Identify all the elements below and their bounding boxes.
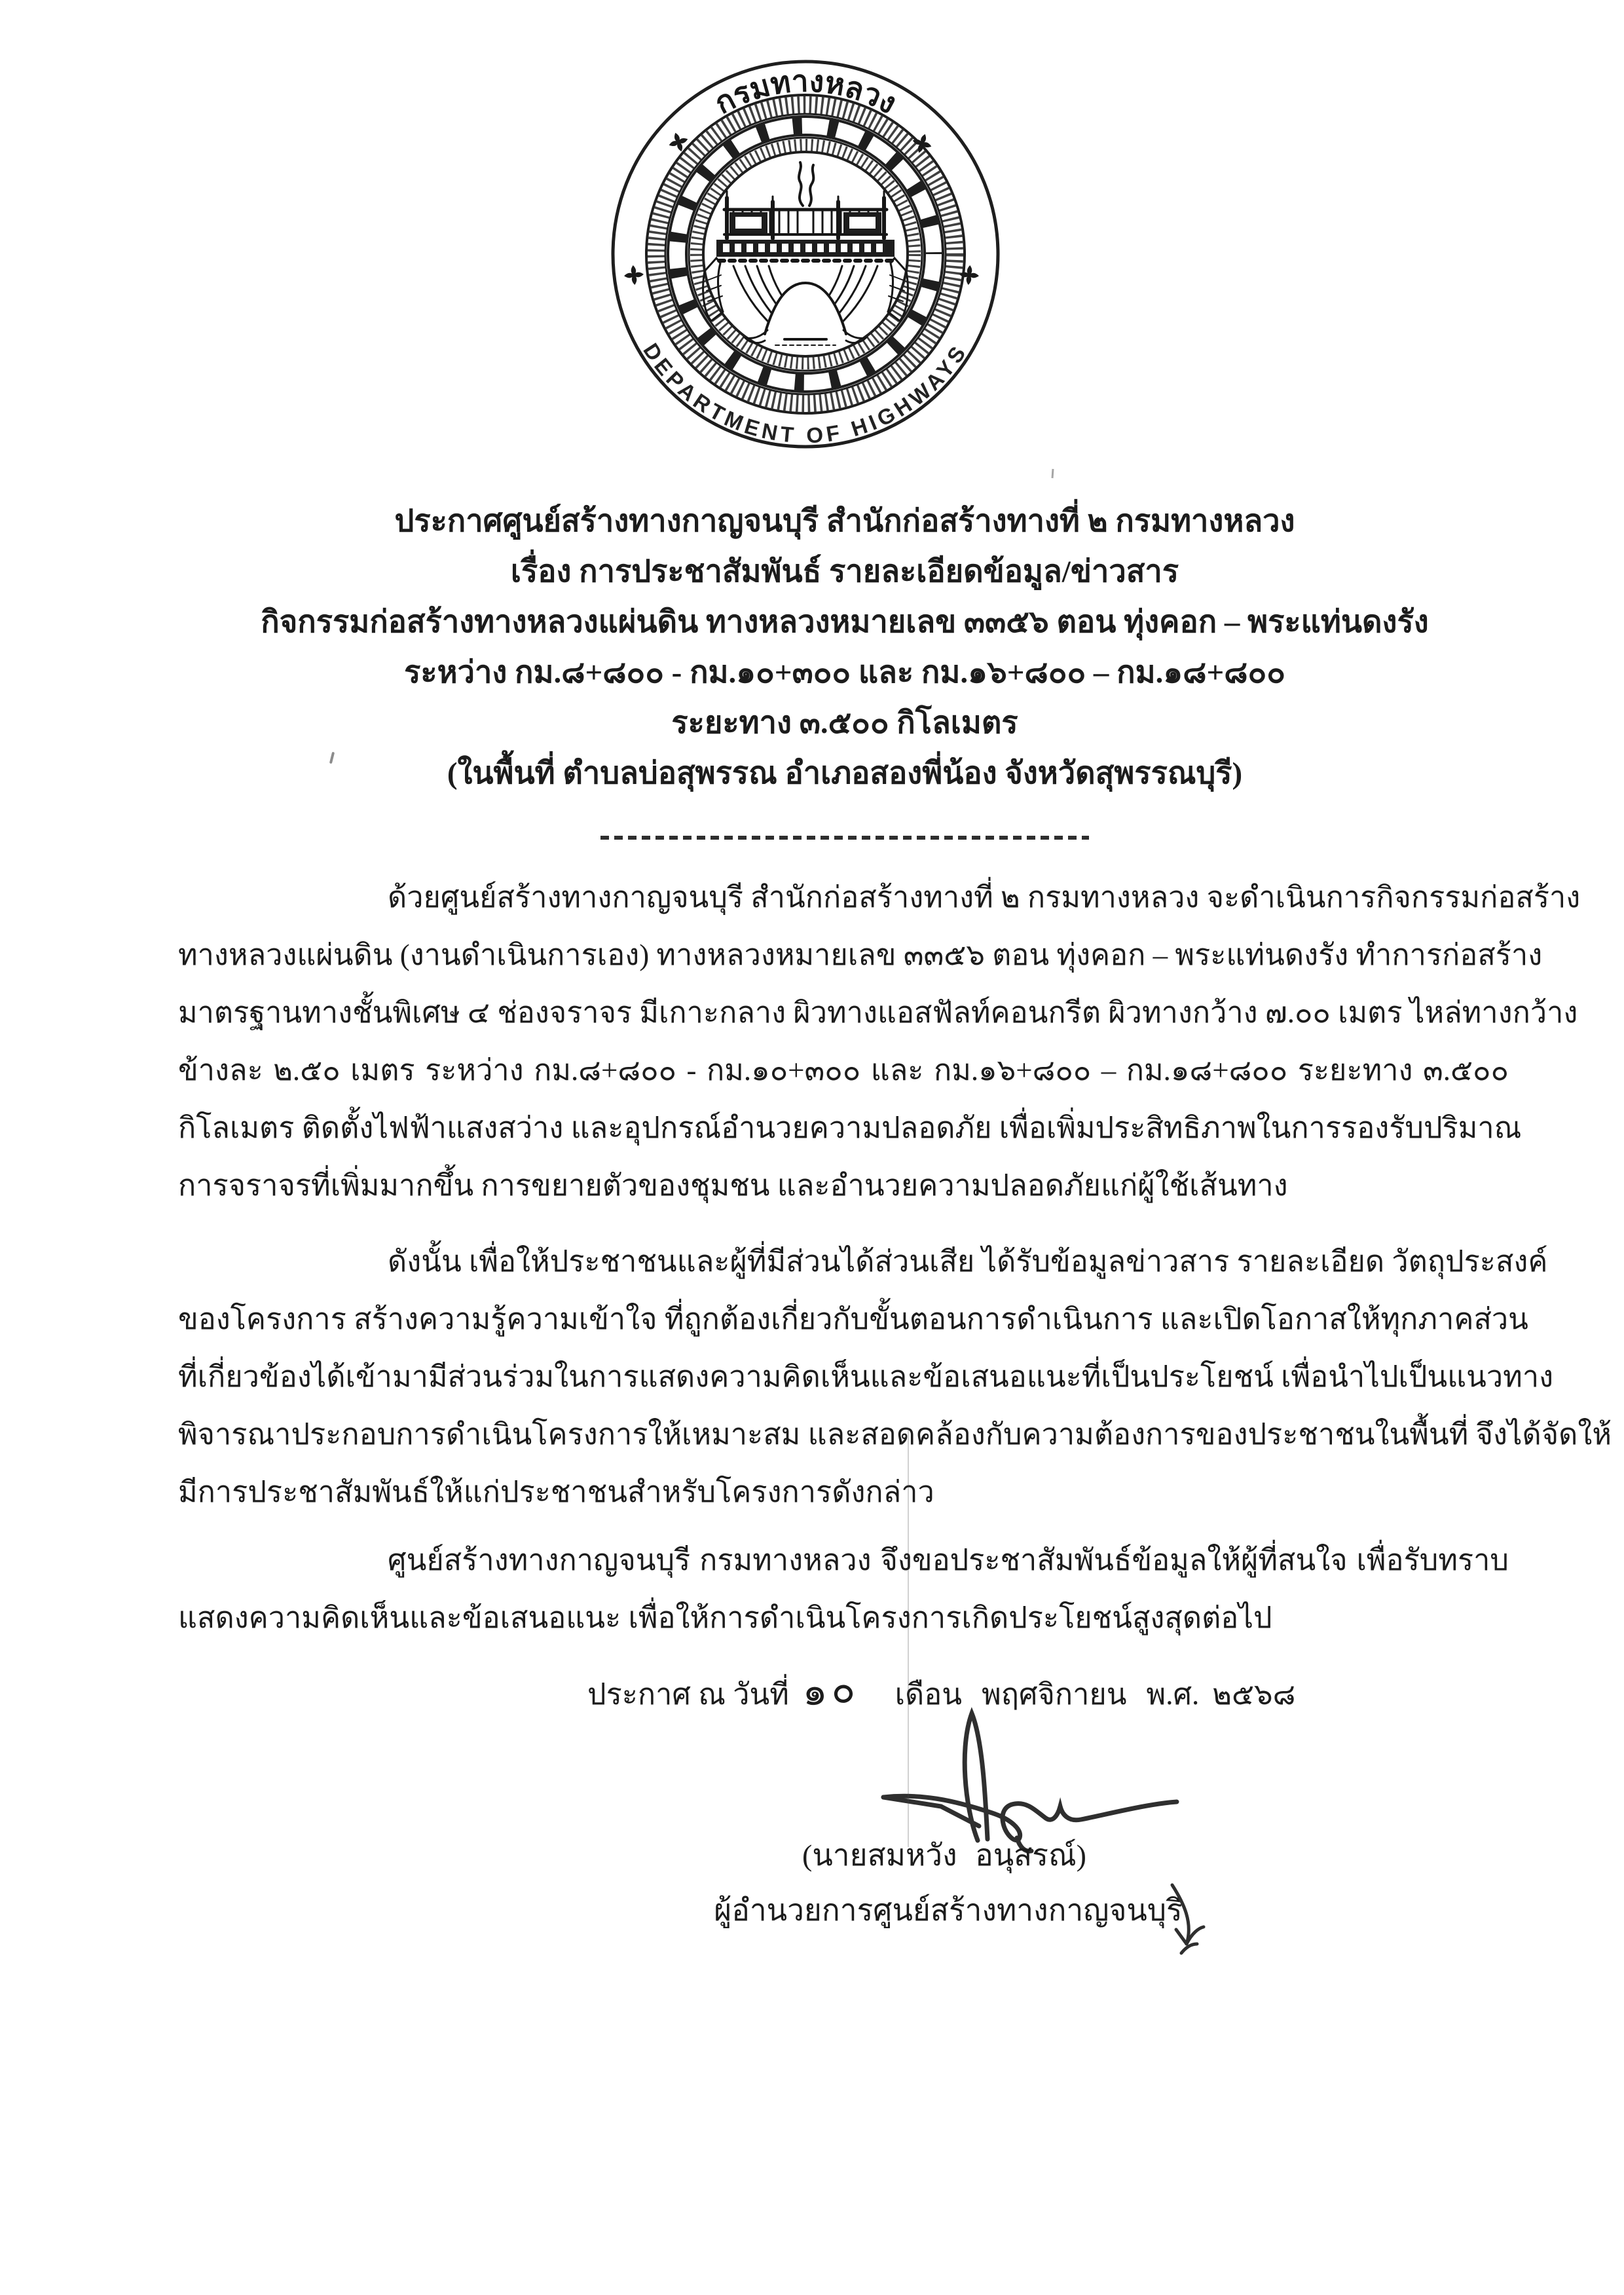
date-era: พ.ศ.: [1146, 1677, 1200, 1711]
date-month-label: เดือน: [895, 1677, 963, 1711]
paragraph-line: มีการประชาสัมพันธ์ให้แก่ประชาชนสำหรับโครงการดังกล่าว: [178, 1476, 934, 1508]
scan-speck: [1052, 469, 1054, 478]
signer-name: (นายสมหวัง อนุสรณ์): [802, 1838, 1086, 1872]
paragraph-line: ดังนั้น เพื่อให้ประชาชนและผู้ที่มีส่วนได้ส่วนเสีย ได้รับข้อมูลข่าวสาร รายละเอียด วัตถุประสงค์: [388, 1245, 1548, 1278]
signer-position: ผู้อำนวยการศูนย์สร้างทางกาญจนบุรี: [714, 1894, 1183, 1927]
paragraph-line: การจราจรที่เพิ่มมากขึ้น การขยายตัวของชุมชน และอำนวยความปลอดภัยแก่ผู้ใช้เส้นทาง: [178, 1169, 1288, 1202]
paragraph-line: พิจารณาประกอบการดำเนินโครงการให้เหมาะสม และสอดคล้องกับความต้องการของประชาชนในพื้นที่ จึงได้จัดให้: [178, 1418, 1612, 1451]
paragraph-line: ทางหลวงแผ่นดิน (งานดำเนินการเอง) ทางหลวงหมายเลข ๓๓๕๖ ตอน ทุ่งคอก – พระแท่นดงรัง ทำการก่อสร้าง: [178, 939, 1543, 971]
dashed-separator: [600, 836, 1089, 840]
paragraph-line: ศูนย์สร้างทางกาญจนบุรี กรมทางหลวง จึงขอประชาสัมพันธ์ข้อมูลให้ผู้ที่สนใจ เพื่อรับทราบ: [388, 1544, 1509, 1577]
paragraph-line: กิโลเมตร ติดตั้งไฟฟ้าแสงสว่าง และอุปกรณ์อำนวยความปลอดภัย เพื่อเพิ่มประสิทธิภาพในการรองรับปริมาณ: [178, 1111, 1522, 1144]
seal-english-text: DEPARTMENT OF HIGHWAYS: [638, 339, 972, 448]
signature-scribble: [881, 1702, 1189, 1856]
paragraph: [178, 1233, 1612, 1521]
paragraph: [178, 1531, 1509, 1647]
paragraph-line: แสดงความคิดเห็นและข้อเสนอแนะ เพื่อให้การดำเนินโครงการเกิดประโยชน์สูงสุดต่อไป: [178, 1601, 1272, 1634]
scanner-artifact-line: [908, 1428, 909, 1847]
title-line-location: (ในพื้นที่ ตำบลบ่อสุพรรณ อำเภอสองพี่น้อง จังหวัดสุพรรณบุรี): [447, 756, 1243, 791]
announcement-body: [178, 868, 1612, 1647]
paragraph-line: มาตรฐานทางชั้นพิเศษ ๔ ช่องจราจร มีเกาะกลาง ผิวทางแอสฟัลท์คอนกรีต ผิวทางกว้าง ๗.๐๐ เมตร ไหล่ทางกว้าง: [178, 996, 1578, 1029]
date-year: ๒๕๖๘: [1212, 1677, 1296, 1711]
paragraph: [178, 868, 1581, 1214]
date-month: พฤศจิกายน: [982, 1677, 1127, 1711]
announcement-title-block: [157, 496, 1532, 799]
handwritten-day: ๑๐: [800, 1667, 860, 1714]
title-line-subject: เรื่อง การประชาสัมพันธ์ รายละเอียดข้อมูล/ข่าวสาร: [510, 555, 1179, 589]
seal-thai-text: กรมทางหลวง: [709, 64, 902, 121]
date-prefix: ประกาศ ณ วันที่: [587, 1677, 789, 1711]
title-line-distance: ระยะทาง ๓.๕๐๐ กิโลเมตร: [671, 706, 1018, 740]
paragraph-line: ข้างละ ๒.๕๐ เมตร ระหว่าง กม.๘+๘๐๐ - กม.๑๐+๓๐๐ และ กม.๑๖+๘๐๐ – กม.๑๘+๘๐๐ ระยะทาง ๓.๕๐๐: [178, 1054, 1509, 1087]
paragraph-line: ที่เกี่ยวข้องได้เข้ามามีส่วนร่วมในการแสดงความคิดเห็นและข้อเสนอแนะที่เป็นประโยชน์ เพื่อนำไปเป็นแนวทาง: [178, 1360, 1554, 1393]
paragraph-line: ของโครงการ สร้างความรู้ความเข้าใจ ที่ถูกต้องเกี่ยวกับขั้นตอนการดำเนินการ และเปิดโอกาสให้ทุกภาคส่วน: [178, 1303, 1528, 1335]
department-of-highways-seal: [576, 38, 1035, 457]
title-line-chainage: ระหว่าง กม.๘+๘๐๐ - กม.๑๐+๓๐๐ และ กม.๑๖+๘๐๐ – กม.๑๘+๘๐๐: [404, 656, 1285, 690]
pen-flourish-mark: [1153, 1881, 1218, 1960]
title-line-project: กิจกรรมก่อสร้างทางหลวงแผ่นดิน ทางหลวงหมายเลข ๓๓๕๖ ตอน ทุ่งคอก – พระแท่นดงรัง: [261, 605, 1429, 639]
paragraph-line: ด้วยศูนย์สร้างทางกาญจนบุรี สำนักก่อสร้างทางที่ ๒ กรมทางหลวง จะดำเนินการกิจกรรมก่อสร้าง: [388, 881, 1581, 914]
seal-bridge-emblem: [703, 162, 908, 345]
title-line-issuer: ประกาศศูนย์สร้างทางกาญจนบุรี สำนักก่อสร้างทางที่ ๒ กรมทางหลวง: [394, 504, 1295, 538]
